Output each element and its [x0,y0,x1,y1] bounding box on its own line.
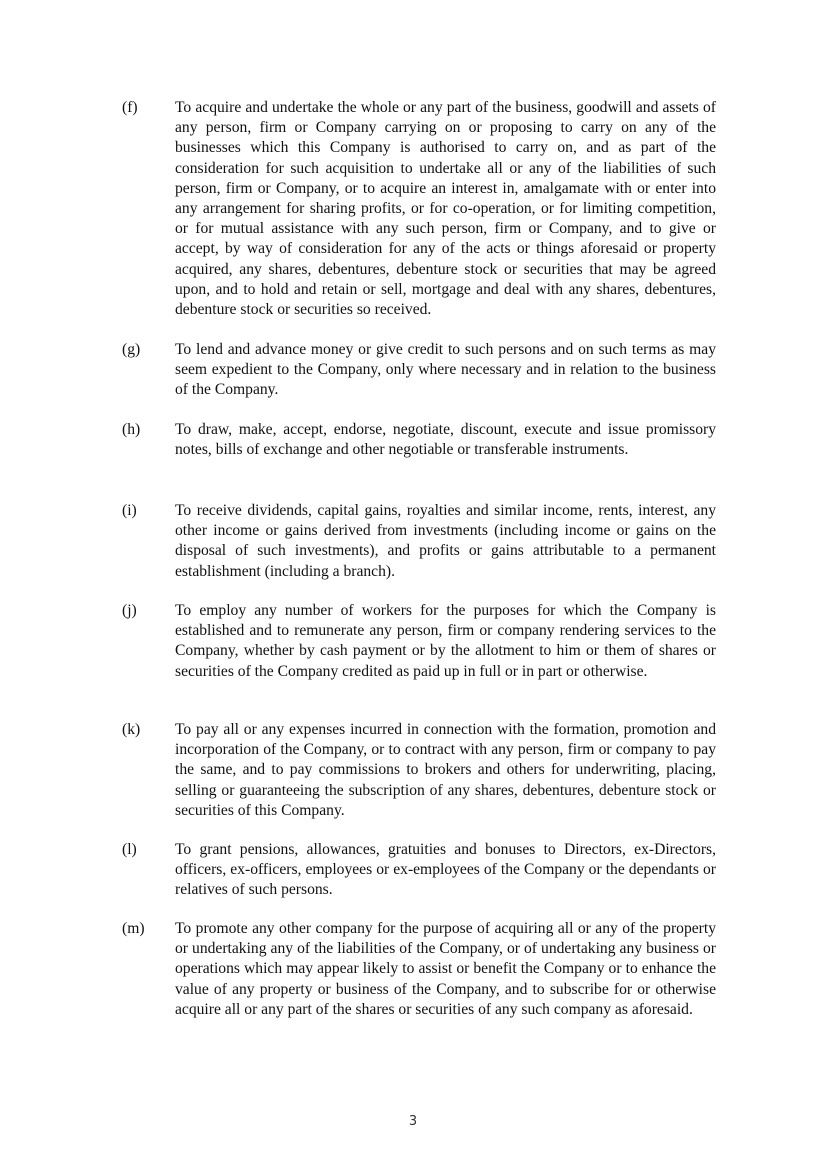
clause-label: (m) [122,920,145,937]
clause-label: (g) [122,341,141,358]
page-number: 3 [408,1114,418,1129]
clause-text: To draw, make, accept, endorse, negotiate, discount, execute and issue promissory notes, bills of exchange and other negotiable or transferable instruments. [175,421,716,459]
clause-label: (l) [122,841,137,858]
clause-label: (k) [122,721,141,738]
clause-label: (j) [122,602,137,619]
clause-text: To acquire and undertake the whole or any part of the business, goodwill and assets of any person, firm or Company carrying on or proposing to carry on any of the businesses which this Company is authorised to carry on, and as part of the consideration for such acquisition to undertake all or any of the liabilities of such person, firm or Company, or to acquire an interest in, amalgamate with or enter into any arrangement for sharing profits, or for co-operation, or for limiting competition, or for mutual assistance with any such person, firm or Company, and to give or accept, by way of consideration for any of the acts or things aforesaid or property acquired, any shares, debentures, debenture stock or securities that may be agreed upon, and to hold and retain or sell, mortgage and deal with any shares, debentures, debenture stock or securities so received. [175,99,716,319]
clause-label: (i) [122,502,137,519]
clause-text: To grant pensions, allowances, gratuities and bonuses to Directors, ex-Directors, officers, ex-officers, employees or ex-employees of the Company or the dependants or relatives of such persons. [175,841,716,899]
clause-text: To lend and advance money or give credit to such persons and on such terms as may seem expedient to the Company, only where necessary and in relation to the business of the Company. [175,341,716,399]
clause-text: To pay all or any expenses incurred in connection with the formation, promotion and incorporation of the Company, or to contract with any person, firm or company to pay the same, and to pay commissions to brokers and others for underwriting, placing, selling or guaranteeing the subscription of any shares, debentures, debenture stock or securities of this Company. [175,721,716,819]
clause-text: To receive dividends, capital gains, royalties and similar income, rents, interest, any other income or gains derived from investments (including income or gains on the disposal of such investments), and profits or gains attributable to a permanent establishment (including a branch). [175,502,716,580]
clause-label: (f) [122,99,138,116]
clause-label: (h) [122,421,141,438]
clause-text: To employ any number of workers for the purposes for which the Company is established and to remunerate any person, firm or company rendering services to the Company, whether by cash payment or by the allotment to him or them of shares or securities of the Company credited as paid up in full or in part or otherwise. [175,602,716,680]
clause-text: To promote any other company for the purpose of acquiring all or any of the property or undertaking any of the liabilities of the Company, or of undertaking any business or operations which may appear likely to assist or benefit the Company or to enhance the value of any property or business of the Company, and to subscribe for or otherwise acquire all or any part of the shares or securities of any such company as aforesaid. [175,920,716,1018]
